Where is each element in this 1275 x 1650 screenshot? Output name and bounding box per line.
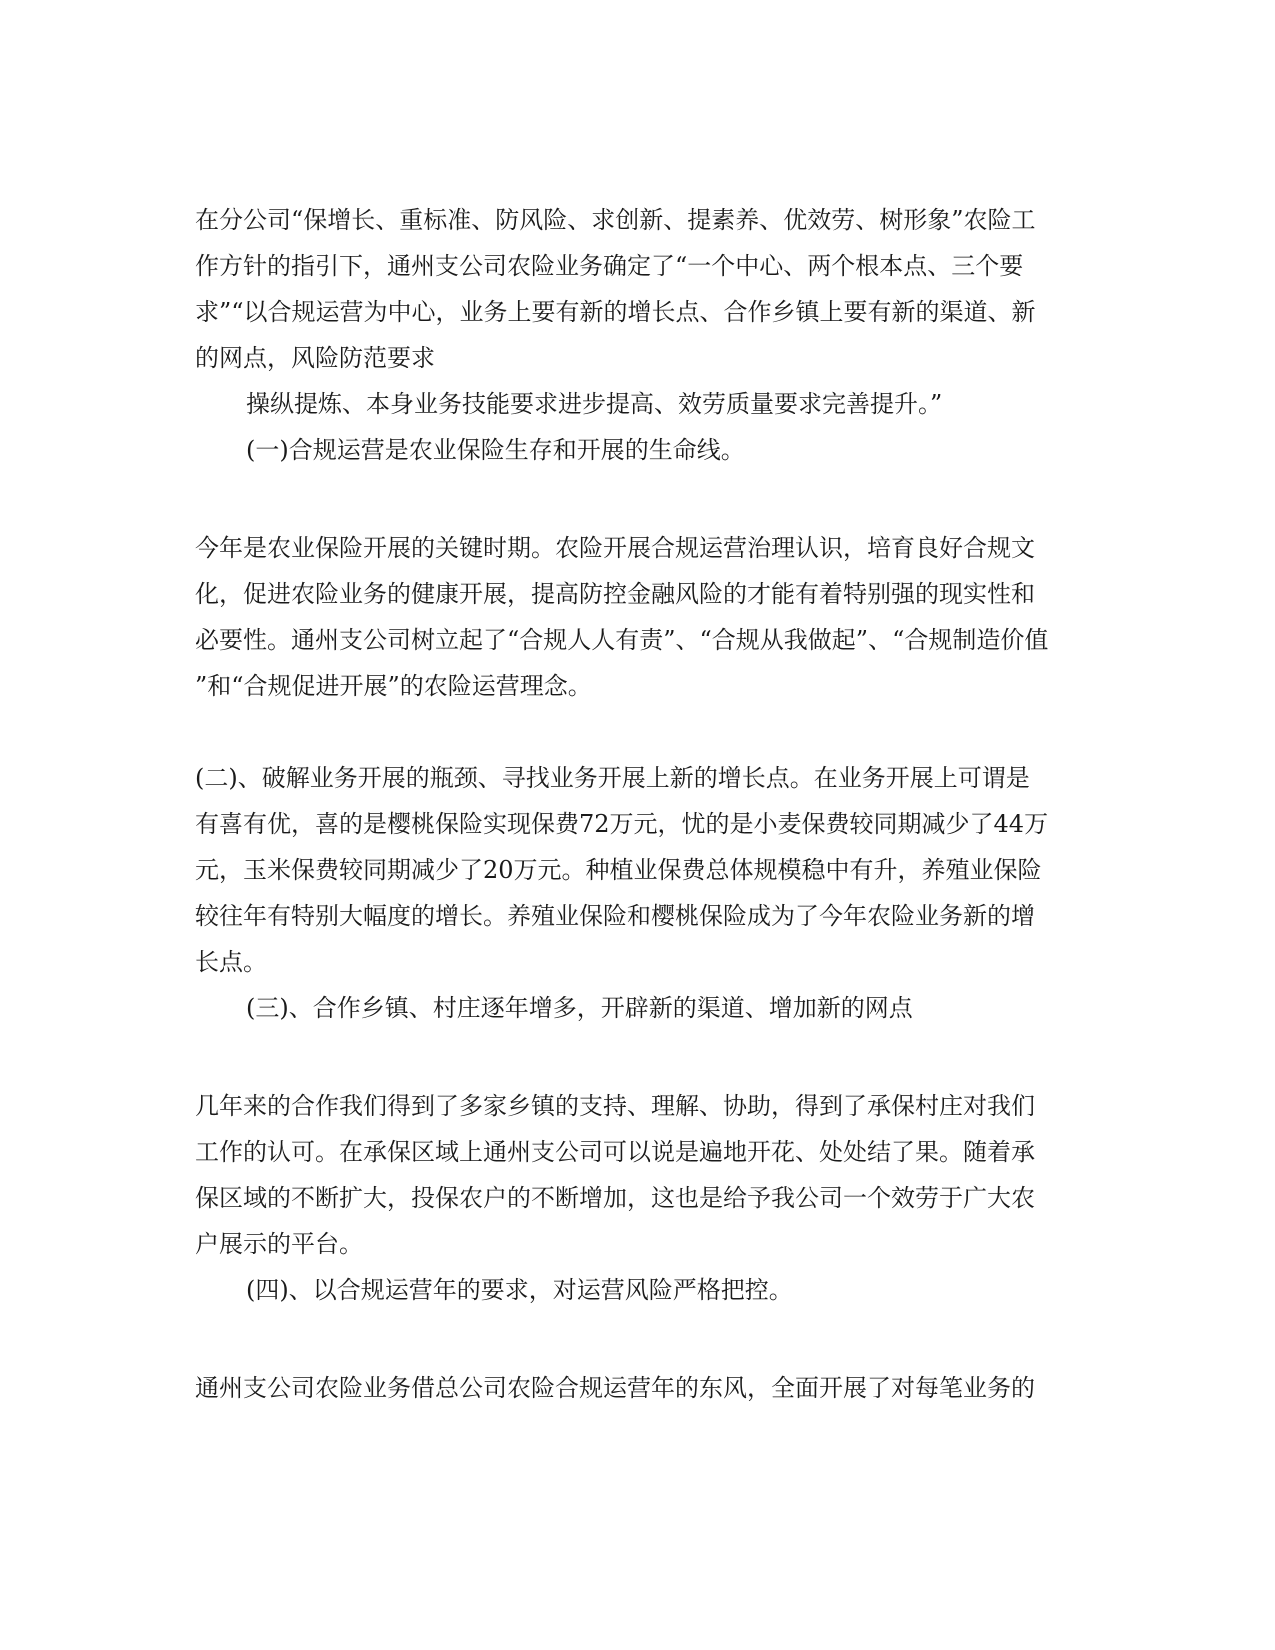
text-line: 化，促进农险业务的健康开展，提高防控金融风险的才能有着特别强的现实性和 xyxy=(195,580,1035,608)
section-heading-3 xyxy=(195,985,1126,1031)
text-line: 保区域的不断扩大，投保农户的不断增加，这也是给予我公司一个效劳于广大农 xyxy=(195,1184,1035,1212)
section-heading-1 xyxy=(195,427,1126,473)
text-line: 工作的认可。在承保区域上通州支公司可以说是遍地开花、处处结了果。随着承 xyxy=(195,1138,1035,1166)
text-line: 操纵提炼、本身业务技能要求进步提高、效劳质量要求完善提升。” xyxy=(246,390,943,418)
text-line: 通州支公司农险业务借总公司农险合规运营年的东风，全面开展了对每笔业务的 xyxy=(195,1374,1035,1402)
text-line: 户展示的平台。 xyxy=(195,1230,363,1258)
text-line: ”和“合规促进开展”的农险运营理念。 xyxy=(195,672,592,700)
text-line: 作方针的指引下，通州支公司农险业务确定了“一个中心、两个根本点、三个要 xyxy=(195,252,1024,280)
heading-text: (四)、以合规运营年的要求，对运营风险严格把控。 xyxy=(246,1276,793,1304)
text-line: 有喜有优，喜的是樱桃保险实现保费72万元，忧的是小麦保费较同期减少了44万 xyxy=(195,810,1049,838)
paragraph-intro xyxy=(195,197,1075,381)
paragraph-section-2 xyxy=(195,755,1075,985)
section-heading-4 xyxy=(195,1267,1126,1313)
text-line: 几年来的合作我们得到了多家乡镇的支持、理解、协助，得到了承保村庄对我们 xyxy=(195,1092,1035,1120)
heading-text: (一)合规运营是农业保险生存和开展的生命线。 xyxy=(246,436,745,464)
text-line: 较往年有特别大幅度的增长。养殖业保险和樱桃保险成为了今年农险业务新的增 xyxy=(195,902,1035,930)
paragraph-risk-control xyxy=(195,1365,1075,1411)
text-line: 必要性。通州支公司树立起了“合规人人有责”、“合规从我做起”、“合规制造价值 xyxy=(195,626,1049,654)
paragraph-cooperation xyxy=(195,1083,1075,1267)
text-line: 在分公司“保增长、重标准、防风险、求创新、提素养、优效劳、树形象”农险工 xyxy=(195,206,1036,234)
text-line: 元，玉米保费较同期减少了20万元。种植业保费总体规模稳中有升，养殖业保险 xyxy=(195,856,1042,884)
text-line: 今年是农业保险开展的关键时期。农险开展合规运营治理认识，培育良好合规文 xyxy=(195,534,1035,562)
text-line: 求”“以合规运营为中心，业务上要有新的增长点、合作乡镇上要有新的渠道、新 xyxy=(195,298,1036,326)
text-line: (二)、破解业务开展的瓶颈、寻找业务开展上新的增长点。在业务开展上可谓是 xyxy=(195,764,1030,792)
text-line: 长点。 xyxy=(195,948,267,976)
paragraph-continuation xyxy=(195,381,1126,427)
text-line: 的网点，风险防范要求 xyxy=(195,344,435,372)
paragraph-compliance xyxy=(195,525,1075,709)
heading-text: (三)、合作乡镇、村庄逐年增多，开辟新的渠道、增加新的网点 xyxy=(246,994,913,1022)
